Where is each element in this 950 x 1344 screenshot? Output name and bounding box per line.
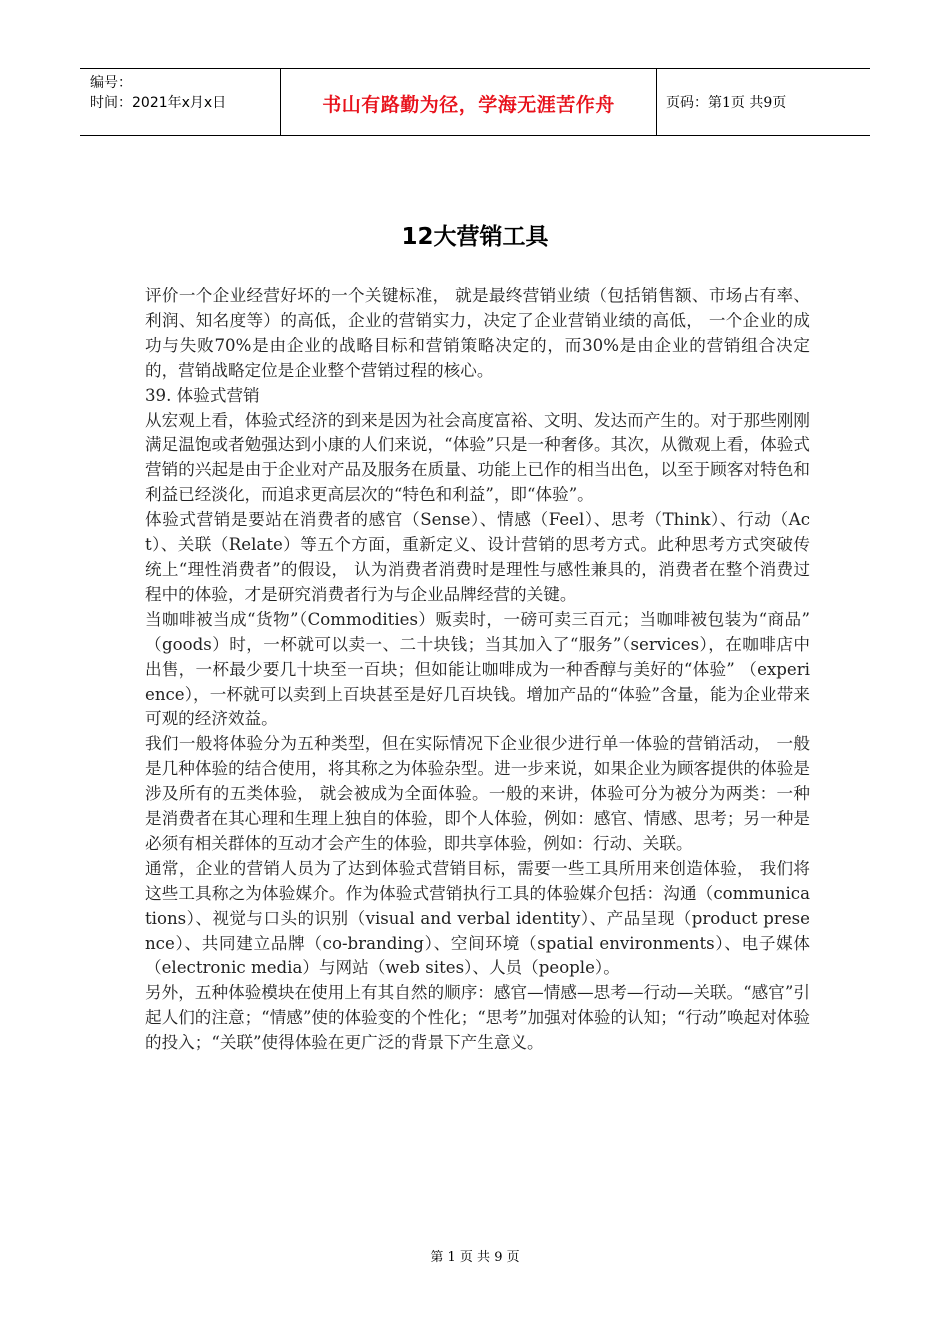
header-meta [80, 69, 280, 135]
header-table [80, 68, 870, 136]
paragraph: 体验式营销是要站在消费者的感官（Sense）、情感（Feel）、思考（Think）、行动（Act）、关联（Relate）等五个方面，重新定义、设计营销的思考方式。此种思考方式突破传统上“理性消费者”的假设， 认为消费者消费时是理性与感性兼具的，消费者在整个消费过程中的体验，才是研究消费者行为与企业品牌经营的关键。 [145, 510, 810, 604]
paragraph: 从宏观上看，体验式经济的到来是因为社会高度富裕、文明、发达而产生的。对于那些刚刚满足温饱或者勉强达到小康的人们来说，“体验”只是一种奢侈。其次，从微观上看，体验式营销的兴起是由于企业对产品及服务在质量、功能上已作的相当出色，以至于顾客对特色和利益已经淡化，而追求更高层次的“特色和利益”，即“体验”。 [145, 410, 810, 505]
header-page-label: 页码：第1页 共9页 [666, 95, 787, 111]
document-title: 12大营销工具 [401, 224, 549, 250]
code-label: 编号： [90, 75, 132, 91]
header-motto: 书山有路勤为径，学海无涯苦作舟 [280, 69, 657, 135]
section-heading: 39. 体验式营销 [145, 385, 260, 405]
body-text [145, 284, 810, 1056]
paragraph: 另外，五种体验模块在使用上有其自然的顺序：感官—情感—思考—行动—关联。“感官”引起人们的注意；“情感”使的体验变的个性化；“思考”加强对体验的认知；“行动”唤起对体验的投入；“关联”使得体验在更广泛的背景下产生意义。 [145, 983, 810, 1053]
paragraph: 当咖啡被当成“货物”（Commodities）贩卖时，一磅可卖三百元；当咖啡被包装为“商品” （goods）时，一杯就可以卖一、二十块钱；当其加入了“服务”（services），在咖啡店中出售，一杯最少要几十块至一百块；但如能让咖啡成为一种香醇与美好的“体验” （experience），一杯就可以卖到上百块甚至是好几百块钱。增加产品的“体验”含量，能为企业带来可观的经济效益。 [145, 609, 810, 729]
date-label: 时间：2021年x月x日 [90, 95, 227, 111]
page-footer: 第 1 页 共 9 页 [430, 1250, 520, 1265]
paragraph: 通常，企业的营销人员为了达到体验式营销目标，需要一些工具所用来创造体验， 我们将这些工具称之为体验媒介。作为体验式营销执行工具的体验媒介包括：沟通（communications）、视觉与口头的识别（visual and verbal identity）、产品呈现（product presence）、共同建立品牌（co-branding）、空间环境（spatial environments）、电子媒体（electronic media）与网站（web sites）、人员（people）。 [145, 858, 810, 978]
paragraph: 评价一个企业经营好坏的一个关键标准， 就是最终营销业绩（包括销售额、市场占有率、利润、知名度等）的高低，企业的营销实力，决定了企业营销业绩的高低， 一个企业的成功与失败70%是由企业的战略目标和营销策略决定的，而30%是由企业的营销组合决定的，营销战略定位是企业整个营销过程的核心。 [145, 286, 810, 380]
paragraph: 我们一般将体验分为五种类型，但在实际情况下企业很少进行单一体验的营销活动， 一般是几种体验的结合使用，将其称之为体验杂型。进一步来说，如果企业为顾客提供的体验是涉及所有的五类体验， 就会被成为全面体验。一般的来讲，体验可分为被分为两类：一种是消费者在其心理和生理上独自的体验，即个人体验，例如：感官、情感、思考；另一种是必须有相关群体的互动才会产生的体验，即共享体验，例如：行动、关联。 [145, 734, 810, 853]
